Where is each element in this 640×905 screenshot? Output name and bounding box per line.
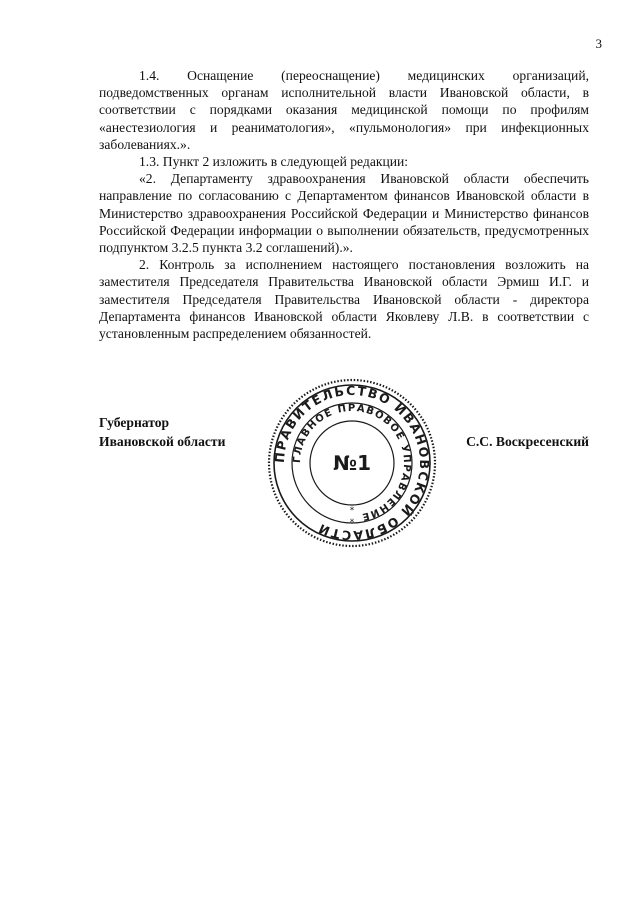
signatory-position-line1: Губернатор <box>99 415 170 430</box>
paragraph-1-4: 1.4. Оснащение (переоснащение) медицинских организаций, подведомственных органам исполнительной власти Ивановской области, в соответствии с порядками оказания медицинской помощи по профилям «анестезиология и реаниматология», «пульмонология» при инфекционных заболеваниях.». <box>99 68 589 152</box>
document-body <box>99 67 589 342</box>
signatory-position <box>99 413 225 451</box>
paragraph-2: 2. Контроль за исполнением настоящего постановления возложить на заместителя Председателя Правительства Ивановской области Эрмиш И.Г. и заместителя Председателя Правительства Ивановской области - директора Департамента финансов Ивановской области Яковлеву Л.В. в соответствии с установленным распределением обязанностей. <box>99 257 589 342</box>
stamp-inner-text: ГЛАВНОЕ ПРАВОВОЕ УПРАВЛЕНИЕ <box>291 402 413 523</box>
stamp-seal-graphic <box>266 377 438 549</box>
signatory-name: С.С. Воскресенский <box>466 434 589 449</box>
stamp-star-1: * <box>349 506 355 516</box>
stamp-outer-text: ПРАВИТЕЛЬСТВО ИВАНОВСКОЙ ОБЛАСТИ <box>271 382 433 544</box>
paragraph-1-3: 1.3. Пункт 2 изложить в следующей редакции: <box>139 154 409 170</box>
page-number: 3 <box>595 36 602 51</box>
official-stamp <box>266 377 438 549</box>
stamp-center-number: №1 <box>333 451 371 475</box>
signatory-position-line2: Ивановской области <box>99 434 226 449</box>
stamp-star-2: * <box>349 518 355 528</box>
paragraph-quoted-2: «2. Департаменту здравоохранения Ивановской области обеспечить направление по согласованию с Департаментом финансов Ивановской области в Министерство здравоохранения Российской Федерации и Министерство финансов Российской Федерации информации о выполнении обязательств, предусмотренных подпунктом 3.2.5 пункта 3.2 соглашений).». <box>99 171 589 256</box>
